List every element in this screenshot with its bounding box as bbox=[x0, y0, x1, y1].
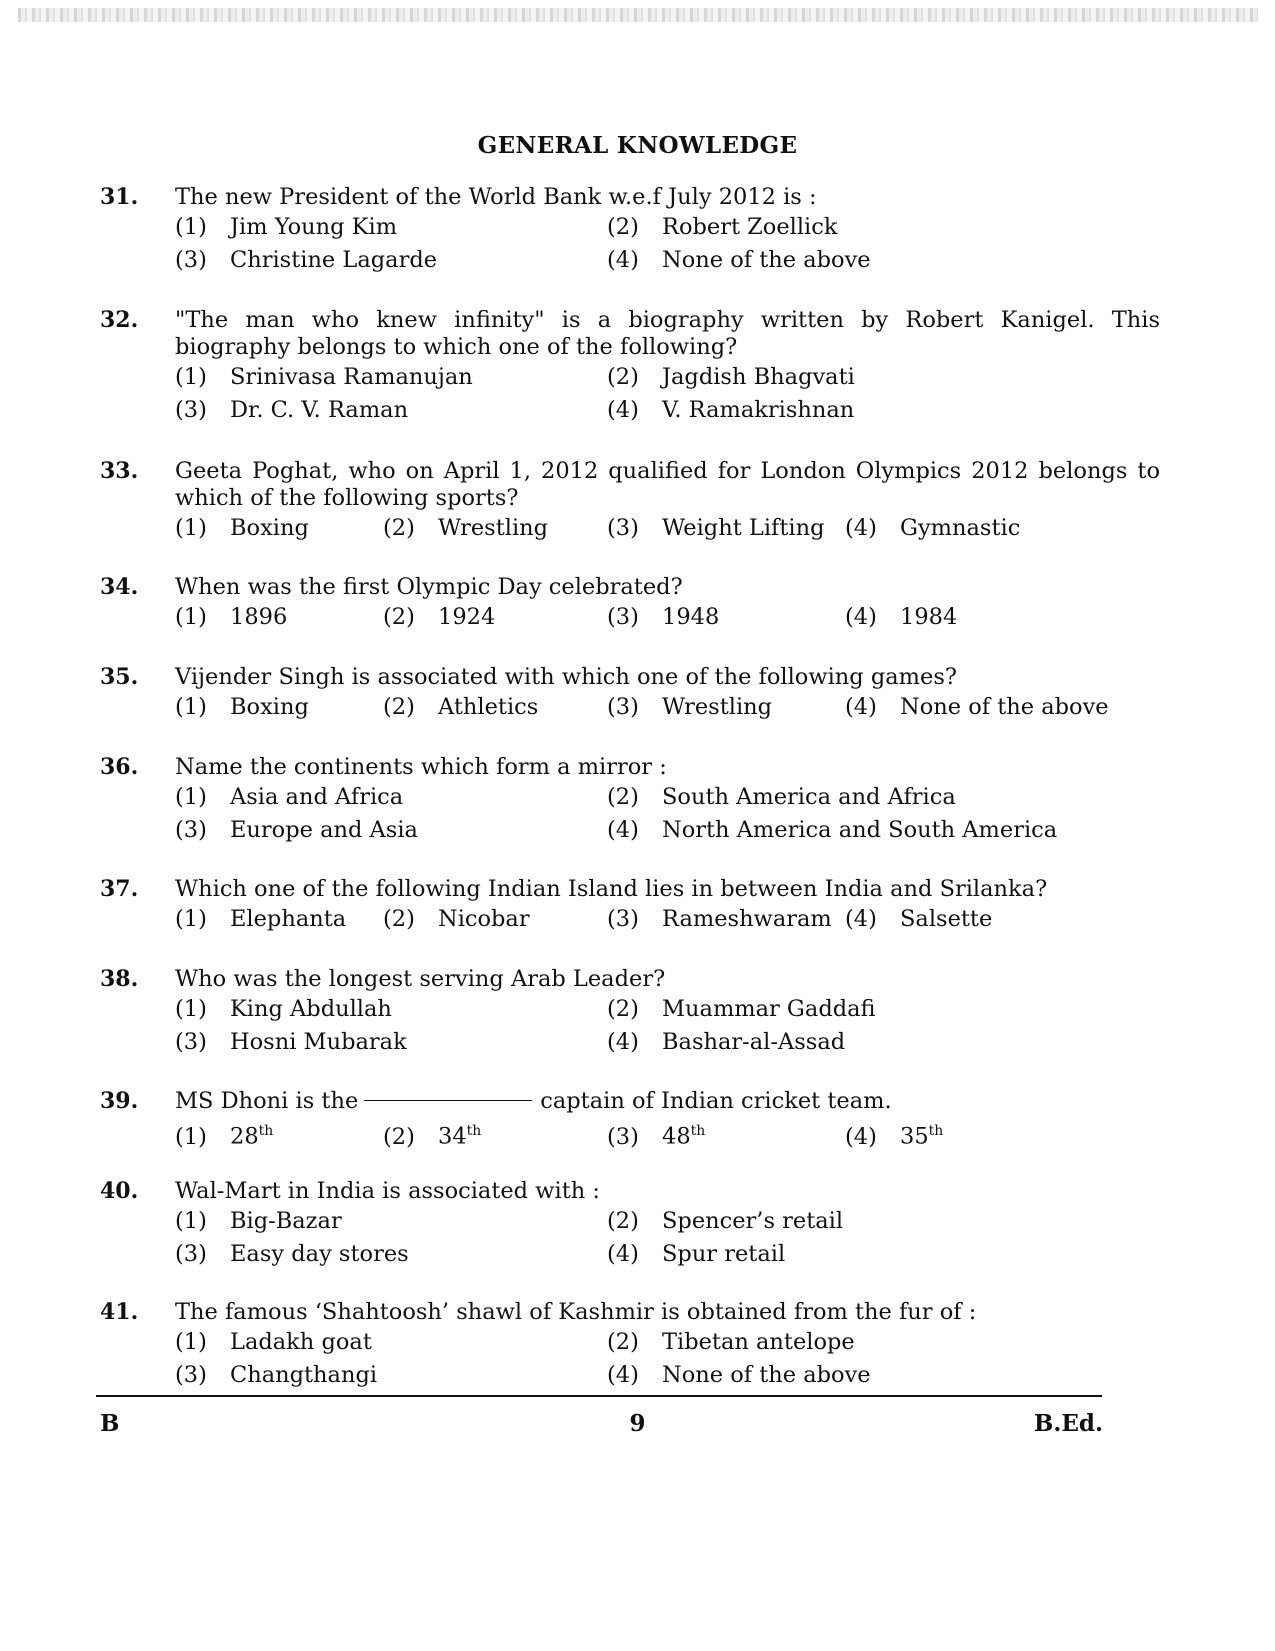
question-text: Vijender Singh is associated with which one of the following games? bbox=[175, 664, 957, 690]
option-1[interactable]: (1) Boxing bbox=[175, 694, 309, 720]
option-2[interactable]: (2) 1924 bbox=[383, 604, 496, 630]
option-2[interactable]: (2) Jagdish Bhagvati bbox=[607, 364, 855, 390]
option-4[interactable]: (4) Salsette bbox=[845, 906, 993, 932]
question-40 bbox=[100, 1178, 1170, 1271]
option-1[interactable]: (1) 28th bbox=[175, 1123, 274, 1150]
option-4[interactable]: (4) North America and South America bbox=[607, 817, 1058, 843]
options bbox=[175, 512, 1160, 545]
question-number: 34. bbox=[100, 574, 139, 600]
question-34 bbox=[100, 574, 1170, 634]
option-3[interactable]: (3) 48th bbox=[607, 1123, 706, 1150]
option-2[interactable]: (2) Athletics bbox=[383, 694, 539, 720]
question-text: The famous ‘Shahtoosh’ shawl of Kashmir is obtained from the fur of : bbox=[175, 1299, 977, 1325]
option-4[interactable]: (4) Spur retail bbox=[607, 1241, 786, 1267]
question-text: Name the continents which form a mirror : bbox=[175, 754, 667, 780]
option-2[interactable]: (2) 34th bbox=[383, 1123, 482, 1150]
option-1[interactable]: (1) Elephanta bbox=[175, 906, 347, 932]
option-2[interactable]: (2) Robert Zoellick bbox=[607, 214, 838, 240]
option-3[interactable]: (3) Dr. C. V. Raman bbox=[175, 397, 409, 423]
option-2[interactable]: (2) South America and Africa bbox=[607, 784, 956, 810]
options bbox=[175, 993, 1160, 1059]
question-32 bbox=[100, 307, 1170, 427]
question-text: "The man who knew infinity" is a biography written by Robert Kanigel. This biography belongs to which one of the following? bbox=[175, 307, 1160, 360]
footer-exam-name: B.Ed. bbox=[1033, 1410, 1103, 1437]
question-number: 38. bbox=[100, 966, 139, 992]
option-4[interactable]: (4) 1984 bbox=[845, 604, 958, 630]
option-1[interactable]: (1) Boxing bbox=[175, 515, 309, 541]
option-1[interactable]: (1) Srinivasa Ramanujan bbox=[175, 364, 473, 390]
question-number: 31. bbox=[100, 184, 139, 210]
question-36 bbox=[100, 754, 1170, 847]
options bbox=[175, 1205, 1160, 1271]
question-number: 33. bbox=[100, 458, 139, 484]
question-41 bbox=[100, 1299, 1170, 1392]
option-4[interactable]: (4) None of the above bbox=[607, 1362, 871, 1388]
question-number: 37. bbox=[100, 876, 139, 902]
answer-blank bbox=[364, 1100, 532, 1101]
option-1[interactable]: (1) 1896 bbox=[175, 604, 288, 630]
option-3[interactable]: (3) Europe and Asia bbox=[175, 817, 418, 843]
question-text: Who was the longest serving Arab Leader? bbox=[175, 966, 666, 992]
option-4[interactable]: (4) 35th bbox=[845, 1123, 944, 1150]
option-2[interactable]: (2) Muammar Gaddafi bbox=[607, 996, 876, 1022]
option-1[interactable]: (1) King Abdullah bbox=[175, 996, 392, 1022]
question-number: 41. bbox=[100, 1299, 139, 1325]
question-text: Geeta Poghat, who on April 1, 2012 qualified for London Olympics 2012 belongs to which of the following sports? bbox=[175, 458, 1160, 511]
question-37 bbox=[100, 876, 1170, 936]
question-number: 32. bbox=[100, 307, 139, 333]
option-4[interactable]: (4) Bashar-al-Assad bbox=[607, 1029, 846, 1055]
question-33 bbox=[100, 458, 1170, 545]
footer-rule bbox=[96, 1395, 1102, 1397]
option-2[interactable]: (2) Tibetan antelope bbox=[607, 1329, 855, 1355]
footer-page-number: 9 bbox=[629, 1410, 646, 1437]
option-3[interactable]: (3) Easy day stores bbox=[175, 1241, 409, 1267]
options bbox=[175, 361, 1160, 427]
option-4[interactable]: (4) None of the above bbox=[607, 247, 871, 273]
question-text-before-blank: MS Dhoni is the bbox=[175, 1088, 359, 1114]
option-2[interactable]: (2) Spencer’s retail bbox=[607, 1208, 844, 1234]
question-number: 39. bbox=[100, 1088, 139, 1114]
question-39 bbox=[100, 1088, 1170, 1148]
question-text bbox=[175, 1088, 1160, 1115]
question-text: Wal-Mart in India is associated with : bbox=[175, 1178, 600, 1204]
option-3[interactable]: (3) 1948 bbox=[607, 604, 720, 630]
option-3[interactable]: (3) Christine Lagarde bbox=[175, 247, 438, 273]
option-3[interactable]: (3) Wrestling bbox=[607, 694, 773, 720]
question-38 bbox=[100, 966, 1170, 1059]
option-4[interactable]: (4) None of the above bbox=[845, 694, 1109, 720]
question-number: 35. bbox=[100, 664, 139, 690]
option-1[interactable]: (1) Jim Young Kim bbox=[175, 214, 398, 240]
scan-edge-artifact bbox=[18, 8, 1258, 22]
options bbox=[175, 691, 1160, 724]
options bbox=[175, 1326, 1160, 1392]
option-3[interactable]: (3) Hosni Mubarak bbox=[175, 1029, 407, 1055]
options bbox=[175, 781, 1160, 847]
question-text: The new President of the World Bank w.e.f July 2012 is : bbox=[175, 184, 817, 210]
question-31 bbox=[100, 184, 1170, 277]
question-35 bbox=[100, 664, 1170, 724]
option-4[interactable]: (4) V. Ramakrishnan bbox=[607, 397, 855, 423]
option-4[interactable]: (4) Gymnastic bbox=[845, 515, 1021, 541]
question-number: 40. bbox=[100, 1178, 139, 1204]
option-1[interactable]: (1) Asia and Africa bbox=[175, 784, 404, 810]
option-3[interactable]: (3) Changthangi bbox=[175, 1362, 378, 1388]
options bbox=[175, 1115, 1160, 1148]
options bbox=[175, 903, 1160, 936]
question-text: When was the first Olympic Day celebrated? bbox=[175, 574, 683, 600]
option-1[interactable]: (1) Ladakh goat bbox=[175, 1329, 372, 1355]
question-text: Which one of the following Indian Island lies in between India and Srilanka? bbox=[175, 876, 1048, 902]
question-text-after-blank: captain of Indian cricket team. bbox=[540, 1088, 892, 1114]
option-3[interactable]: (3) Weight Lifting bbox=[607, 515, 825, 541]
options bbox=[175, 211, 1160, 277]
option-3[interactable]: (3) Rameshwaram bbox=[607, 906, 832, 932]
option-2[interactable]: (2) Wrestling bbox=[383, 515, 549, 541]
options bbox=[175, 601, 1160, 634]
footer-booklet-series: B bbox=[100, 1410, 120, 1437]
option-1[interactable]: (1) Big-Bazar bbox=[175, 1208, 342, 1234]
option-2[interactable]: (2) Nicobar bbox=[383, 906, 530, 932]
section-title: GENERAL KNOWLEDGE bbox=[477, 132, 798, 159]
question-number: 36. bbox=[100, 754, 139, 780]
